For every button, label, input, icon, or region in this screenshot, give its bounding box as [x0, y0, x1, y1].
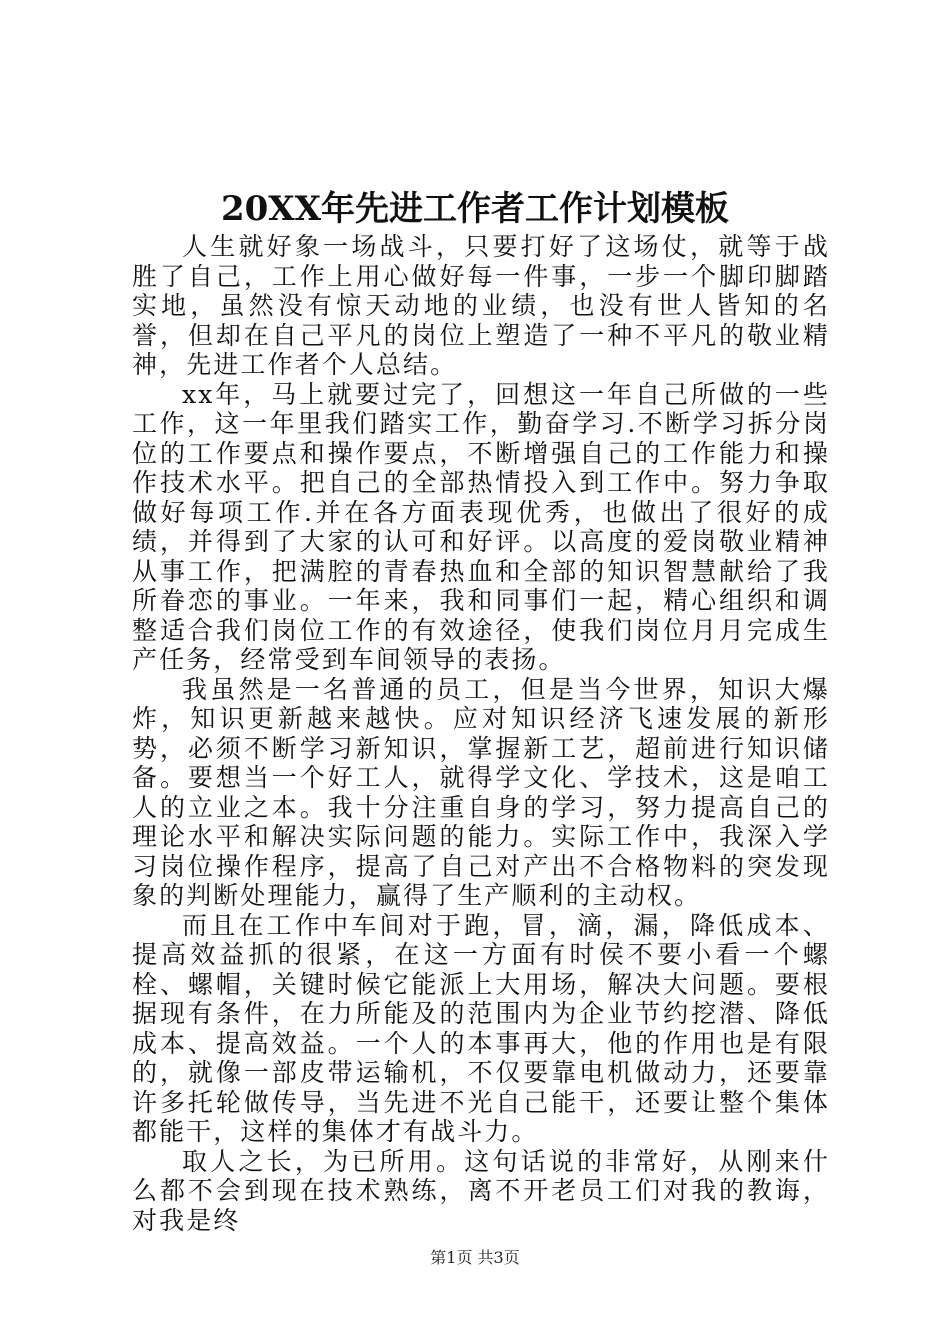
paragraph: 我虽然是一名普通的员工，但是当今世界，知识大爆炸，知识更新越来越快。应对知识经济飞速发展的新形势，必须不断学习新知识，掌握新工艺，超前进行知识储备。要想当一个好工人，就得学文化、学技术，这是咱工人的立业之本。我十分注重自身的学习，努力提高自己的理论水平和解决实际问题的能力。实际工作中，我深入学习岗位操作程序，提高了自己对产出不合格物料的突发现象的判断处理能力，赢得了生产顺利的主动权。	[132, 674, 830, 910]
document-title: 20XX年先进工作者工作计划模板	[220, 189, 730, 229]
paragraph: 人生就好象一场战斗，只要打好了这场仗，就等于战胜了自己，工作上用心做好每一件事，一步一个脚印脚踏实地，虽然没有惊天动地的业绩，也没有世人皆知的名誉，但却在自己平凡的岗位上塑造了一种不平凡的敬业精神，先进工作者个人总结。	[132, 232, 830, 379]
document-body	[132, 232, 830, 1235]
page-footer: 第1页 共3页	[430, 1248, 520, 1267]
paragraph: xx年，马上就要过完了，回想这一年自己所做的一些工作，这一年里我们踏实工作，勤奋学习.不断学习拆分岗位的工作要点和操作要点，不断增强自己的工作能力和操作技术水平。把自己的全部热情投入到工作中。努力争取做好每项工作.并在各方面表现优秀，也做出了很好的成绩，并得到了大家的认可和好评。以高度的爱岗敬业精神从事工作，把满腔的青春热血和全部的知识智慧献给了我所眷恋的事业。一年来，我和同事们一起，精心组织和调整适合我们岗位工作的有效途径，使我们岗位月月完成生产任务，经常受到车间领导的表扬。	[132, 379, 830, 674]
paragraph: 取人之长，为已所用。这句话说的非常好，从刚来什么都不会到现在技术熟练，离不开老员工们对我的教诲，对我是终	[132, 1146, 830, 1235]
paragraph: 而且在工作中车间对于跑，冒，滴，漏，降低成本、提高效益抓的很紧，在这一方面有时侯不要小看一个螺栓、螺帽，关键时候它能派上大用场，解决大问题。要根据现有条件，在力所能及的范围内为企业节约挖潜、降低成本、提高效益。一个人的本事再大，他的作用也是有限的，就像一部皮带运输机，不仅要靠电机做动力，还要靠许多托轮做传导，当先进不光自己能干，还要让整个集体都能干，这样的集体才有战斗力。	[132, 910, 830, 1146]
